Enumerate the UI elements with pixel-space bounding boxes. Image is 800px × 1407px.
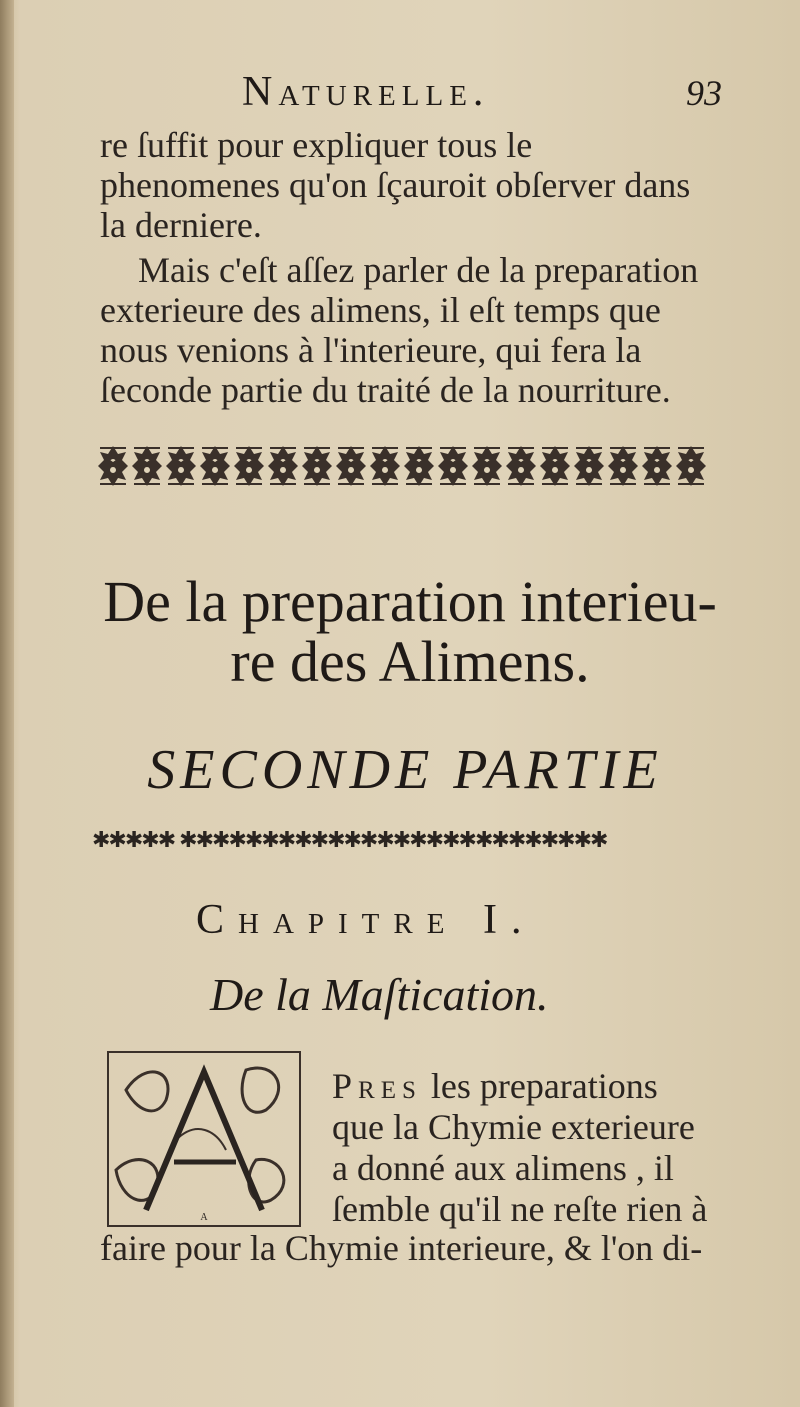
chapter-subtitle: De la Maſtication. [210, 969, 549, 1020]
ornamental-band [96, 442, 708, 538]
part-title: SECONDE PARTIE [147, 739, 663, 801]
page-number: 93 [686, 73, 722, 113]
body-line-1-rest: les preparations [421, 1066, 658, 1106]
section-title [60, 569, 760, 694]
running-title: Naturelle. [242, 69, 490, 115]
section-title-line-2: re des Alimens. [230, 629, 590, 694]
opening-text-block [332, 1066, 712, 1230]
body-line-3: a donné aux alimens , il [332, 1148, 674, 1188]
chapter-title: Chapitre I. [196, 897, 536, 943]
body-line-2: que la Chymie exterieure [332, 1107, 695, 1147]
paragraph-1: re ſuffit pour expliquer tous le phenomenes qu'on ſçauroit obſerver dans la derniere. [100, 125, 691, 245]
drop-cap-letter: A [200, 1212, 208, 1223]
body-line-5: faire pour la Chymie interieure, & l'on di- [100, 1228, 703, 1268]
star-rule-divider: ✱✱✱✱✱ ✱✱✱✱✱✱✱✱✱✱✱✱✱✱✱✱✱✱✱✱✱✱✱✱✱✱ [92, 828, 607, 853]
page-gutter-shadow [0, 0, 14, 1407]
section-title-line-1: De la preparation interieu- [103, 569, 717, 634]
body-line-4: ſemble qu'il ne reſte rien à [332, 1189, 708, 1229]
body-line-1 [332, 1066, 712, 1107]
running-header [242, 68, 722, 120]
decorated-initial-a [106, 1050, 302, 1228]
first-word: Pres [332, 1066, 422, 1106]
paragraph-2: Mais c'eſt aſſez parler de la preparation exterieure des alimens, il eſt temps que nous venions à l'interieure, qui fera la ſeconde partie du traité de la nourriture. [100, 250, 699, 410]
